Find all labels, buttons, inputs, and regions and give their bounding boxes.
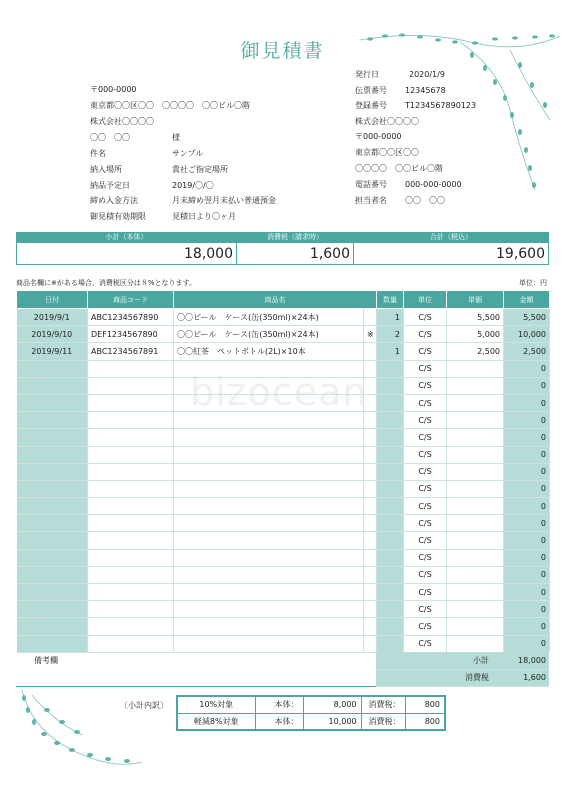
table-row [17, 429, 550, 446]
slip-no-label: 伝票番号 [355, 86, 387, 95]
table-row [17, 566, 550, 583]
item-name: 〇〇ビール ケース(缶(350ml)×24本) [174, 309, 364, 326]
item-name [174, 394, 364, 411]
issue-date: 2020/1/9 [409, 70, 445, 79]
customer-company: 株式会社〇〇〇〇 [90, 117, 154, 126]
item-unit: C/S [404, 498, 447, 515]
item-qty [377, 584, 404, 601]
item-unit: C/S [404, 566, 447, 583]
customer-person: 〇〇 〇〇 [90, 133, 130, 142]
item-mark [364, 618, 377, 635]
col-qty: 数量 [377, 291, 404, 309]
item-mark [364, 549, 377, 566]
item-name [174, 429, 364, 446]
table-row [17, 635, 550, 652]
item-qty [377, 618, 404, 635]
document-title: 御見積書 [240, 40, 325, 62]
item-amount: 0 [504, 584, 550, 601]
item-amount: 0 [504, 429, 550, 446]
item-unit: C/S [404, 532, 447, 549]
item-amount: 0 [504, 377, 550, 394]
item-qty [377, 532, 404, 549]
item-name [174, 360, 364, 377]
item-unit: C/S [404, 394, 447, 411]
item-amount: 0 [504, 601, 550, 618]
item-price [447, 412, 504, 429]
breakdown-base-label: 本体： [255, 713, 303, 730]
item-date [17, 618, 88, 635]
item-date [17, 566, 88, 583]
item-code: ABC1234567891 [88, 343, 174, 360]
item-name [174, 515, 364, 532]
item-code [88, 549, 174, 566]
item-mark [364, 309, 377, 326]
item-name [174, 463, 364, 480]
item-date [17, 498, 88, 515]
item-name [174, 601, 364, 618]
item-name: 〇〇紅茶 ペットボトル(2L)×10本 [174, 343, 364, 360]
item-price [447, 377, 504, 394]
item-mark [364, 635, 377, 652]
item-date [17, 532, 88, 549]
item-amount: 0 [504, 498, 550, 515]
item-qty [377, 377, 404, 394]
item-mark [364, 429, 377, 446]
tel-value: 000-000-0000 [405, 180, 462, 189]
issuer-address2: 〇〇〇〇 〇〇ビル〇階 [355, 164, 443, 173]
item-qty [377, 566, 404, 583]
total-label: 合計（税込） [354, 233, 549, 243]
item-date [17, 549, 88, 566]
item-amount: 0 [504, 480, 550, 497]
item-qty: 2 [377, 326, 404, 343]
table-row [17, 343, 550, 360]
item-date [17, 480, 88, 497]
item-qty: 1 [377, 309, 404, 326]
table-row [17, 394, 550, 411]
item-name [174, 498, 364, 515]
item-qty: 1 [377, 343, 404, 360]
table-row [17, 532, 550, 549]
item-price [447, 360, 504, 377]
table-row [17, 601, 550, 618]
staff-label: 担当者名 [355, 196, 387, 205]
registration-label: 登録番号 [355, 101, 387, 110]
item-unit: C/S [404, 360, 447, 377]
item-unit: C/S [404, 429, 447, 446]
table-row [17, 498, 550, 515]
breakdown-tax-label: 消費税： [361, 696, 405, 713]
item-code [88, 394, 174, 411]
item-code [88, 498, 174, 515]
item-code [88, 429, 174, 446]
item-code [88, 618, 174, 635]
item-qty [377, 635, 404, 652]
item-qty [377, 480, 404, 497]
term-row [90, 164, 228, 175]
item-mark [364, 463, 377, 480]
table-row [17, 463, 550, 480]
item-qty [377, 549, 404, 566]
item-date [17, 412, 88, 429]
breakdown-table [176, 695, 446, 731]
breakdown-base: 8,000 [303, 696, 361, 713]
item-name [174, 549, 364, 566]
item-unit: C/S [404, 309, 447, 326]
item-qty [377, 360, 404, 377]
item-date [17, 360, 88, 377]
item-date [17, 601, 88, 618]
item-amount: 0 [504, 412, 550, 429]
bottom-tax-label: 消費税 [376, 669, 492, 686]
registration-row [355, 100, 476, 111]
customer-honorific: 様 [172, 133, 180, 142]
item-mark [364, 412, 377, 429]
item-code [88, 480, 174, 497]
item-price [447, 584, 504, 601]
item-code [88, 584, 174, 601]
item-unit: C/S [404, 515, 447, 532]
item-name [174, 635, 364, 652]
item-date [17, 515, 88, 532]
item-price [447, 480, 504, 497]
breakdown-base: 10,000 [303, 713, 361, 730]
item-code [88, 635, 174, 652]
item-code: DEF1234567890 [88, 326, 174, 343]
tax-value: 1,600 [237, 243, 354, 265]
item-date [17, 377, 88, 394]
staff-value: 〇〇 〇〇 [405, 196, 445, 205]
item-name [174, 532, 364, 549]
item-mark [364, 360, 377, 377]
item-unit: C/S [404, 549, 447, 566]
item-mark [364, 343, 377, 360]
table-row [17, 326, 550, 343]
total-value: 19,600 [354, 243, 549, 265]
remarks-table [16, 652, 549, 687]
table-row [17, 515, 550, 532]
breakdown-type: 軽減8%対象 [177, 713, 255, 730]
item-code [88, 532, 174, 549]
item-name [174, 566, 364, 583]
table-row [17, 584, 550, 601]
term-label: 締め入金方法 [90, 196, 138, 205]
item-mark: ※ [364, 326, 377, 343]
item-name [174, 584, 364, 601]
item-code [88, 463, 174, 480]
item-amount: 0 [504, 532, 550, 549]
slip-no-row [355, 85, 446, 96]
table-row [17, 360, 550, 377]
item-date: 2019/9/1 [17, 309, 88, 326]
item-date [17, 635, 88, 652]
breakdown-type: 10%対象 [177, 696, 255, 713]
breakdown-base-label: 本体： [255, 696, 303, 713]
issue-date-label: 発行日 [355, 70, 379, 79]
customer-postal: 〒000-0000 [90, 85, 137, 94]
table-row [17, 618, 550, 635]
unit-note: 単位：円 [519, 279, 547, 287]
item-name: 〇〇ビール ケース(缶(350ml)×24本) [174, 326, 364, 343]
breakdown-tax: 800 [405, 696, 445, 713]
term-row [90, 180, 214, 191]
issuer-staff-row [355, 195, 445, 206]
item-price: 5,000 [447, 326, 504, 343]
table-row [17, 412, 550, 429]
item-price [447, 618, 504, 635]
issuer-address1: 東京都〇〇区〇〇 [355, 148, 419, 157]
issuer-postal: 〒000-0000 [355, 132, 402, 141]
item-name [174, 412, 364, 429]
tax-label: 消費税（請求時） [237, 233, 354, 243]
item-qty [377, 498, 404, 515]
item-price [447, 463, 504, 480]
item-amount: 0 [504, 549, 550, 566]
issuer-tel-row [355, 179, 462, 190]
col-date: 日付 [17, 291, 88, 309]
table-row [17, 480, 550, 497]
item-price [447, 515, 504, 532]
item-unit: C/S [404, 463, 447, 480]
item-mark [364, 394, 377, 411]
item-mark [364, 532, 377, 549]
item-amount: 2,500 [504, 343, 550, 360]
item-amount: 0 [504, 635, 550, 652]
item-amount: 0 [504, 618, 550, 635]
item-price [447, 532, 504, 549]
item-mark [364, 480, 377, 497]
term-label: 件名 [90, 149, 106, 158]
breakdown-tax-label: 消費税： [361, 713, 405, 730]
term-value: 貴社ご指定場所 [172, 165, 228, 174]
item-unit: C/S [404, 584, 447, 601]
term-row [90, 211, 236, 222]
item-qty [377, 394, 404, 411]
item-qty [377, 515, 404, 532]
item-code: ABC1234567890 [88, 309, 174, 326]
issuer-company: 株式会社〇〇〇〇 [355, 117, 419, 126]
table-row [17, 309, 550, 326]
table-row [17, 549, 550, 566]
item-price: 5,500 [447, 309, 504, 326]
item-amount: 0 [504, 446, 550, 463]
col-name: 商品名 [174, 291, 377, 309]
table-row [17, 377, 550, 394]
remarks-label: 備考欄 [16, 652, 376, 686]
item-qty [377, 446, 404, 463]
item-qty [377, 463, 404, 480]
item-code [88, 377, 174, 394]
item-code [88, 515, 174, 532]
item-code [88, 566, 174, 583]
term-row [90, 148, 203, 159]
item-mark [364, 515, 377, 532]
term-value: サンプル [172, 149, 204, 158]
item-date [17, 463, 88, 480]
col-price: 単価 [447, 291, 504, 309]
item-date [17, 429, 88, 446]
totals-table [16, 232, 549, 265]
slip-no: 12345678 [405, 86, 446, 95]
registration-no: T1234567890123 [405, 101, 477, 110]
item-price [447, 549, 504, 566]
subtotal-label: 小計（本体） [17, 233, 237, 243]
item-date [17, 584, 88, 601]
item-amount: 0 [504, 463, 550, 480]
item-amount: 0 [504, 515, 550, 532]
tel-label: 電話番号 [355, 180, 387, 189]
item-unit: C/S [404, 412, 447, 429]
col-code: 商品コード [88, 291, 174, 309]
item-code [88, 446, 174, 463]
item-name [174, 377, 364, 394]
term-value: 見積日より〇ヶ月 [172, 212, 236, 221]
customer-address: 東京都〇〇区〇〇 〇〇〇〇 〇〇ビル〇階 [90, 101, 250, 110]
term-label: 納品予定日 [90, 181, 130, 190]
item-price [447, 601, 504, 618]
term-value: 月末締め翌月末払い普通預金 [172, 196, 276, 205]
item-unit: C/S [404, 326, 447, 343]
item-mark [364, 601, 377, 618]
tax-note: 商品名欄に※がある場合、消費税区分は８%となります。 [16, 279, 196, 287]
item-amount: 0 [504, 360, 550, 377]
term-label: 納入場所 [90, 165, 122, 174]
customer-person-row [90, 132, 180, 143]
item-date: 2019/9/10 [17, 326, 88, 343]
item-mark [364, 446, 377, 463]
item-unit: C/S [404, 618, 447, 635]
item-unit: C/S [404, 343, 447, 360]
item-date [17, 394, 88, 411]
issue-date-row [355, 69, 445, 80]
items-table [16, 290, 550, 653]
item-qty [377, 601, 404, 618]
breakdown-label: 〔小計内訳〕 [120, 701, 168, 710]
item-price [447, 635, 504, 652]
item-code [88, 360, 174, 377]
item-price [447, 446, 504, 463]
item-amount: 5,500 [504, 309, 550, 326]
term-row [90, 195, 276, 206]
subtotal-value: 18,000 [17, 243, 237, 265]
item-code [88, 412, 174, 429]
item-mark [364, 498, 377, 515]
item-price: 2,500 [447, 343, 504, 360]
item-qty [377, 429, 404, 446]
bottom-tax: 1,600 [492, 669, 549, 686]
term-label: 御見積有効期限 [90, 212, 146, 221]
item-name [174, 618, 364, 635]
item-name [174, 446, 364, 463]
item-mark [364, 377, 377, 394]
item-price [447, 566, 504, 583]
item-unit: C/S [404, 635, 447, 652]
item-unit: C/S [404, 601, 447, 618]
item-unit: C/S [404, 377, 447, 394]
item-amount: 10,000 [504, 326, 550, 343]
item-amount: 0 [504, 566, 550, 583]
table-row [17, 446, 550, 463]
bottom-subtotal: 18,000 [492, 652, 549, 669]
item-price [447, 498, 504, 515]
item-qty [377, 412, 404, 429]
item-amount: 0 [504, 394, 550, 411]
item-unit: C/S [404, 446, 447, 463]
item-date [17, 446, 88, 463]
item-name [174, 480, 364, 497]
item-mark [364, 584, 377, 601]
item-mark [364, 566, 377, 583]
breakdown-tax: 800 [405, 713, 445, 730]
item-price [447, 429, 504, 446]
item-price [447, 394, 504, 411]
item-unit: C/S [404, 480, 447, 497]
term-value: 2019/〇/〇 [172, 181, 214, 190]
col-amount: 金額 [504, 291, 550, 309]
bottom-subtotal-label: 小計 [376, 652, 492, 669]
col-unit: 単位 [404, 291, 447, 309]
item-date: 2019/9/11 [17, 343, 88, 360]
watermark: bizocean [190, 370, 368, 414]
item-code [88, 601, 174, 618]
